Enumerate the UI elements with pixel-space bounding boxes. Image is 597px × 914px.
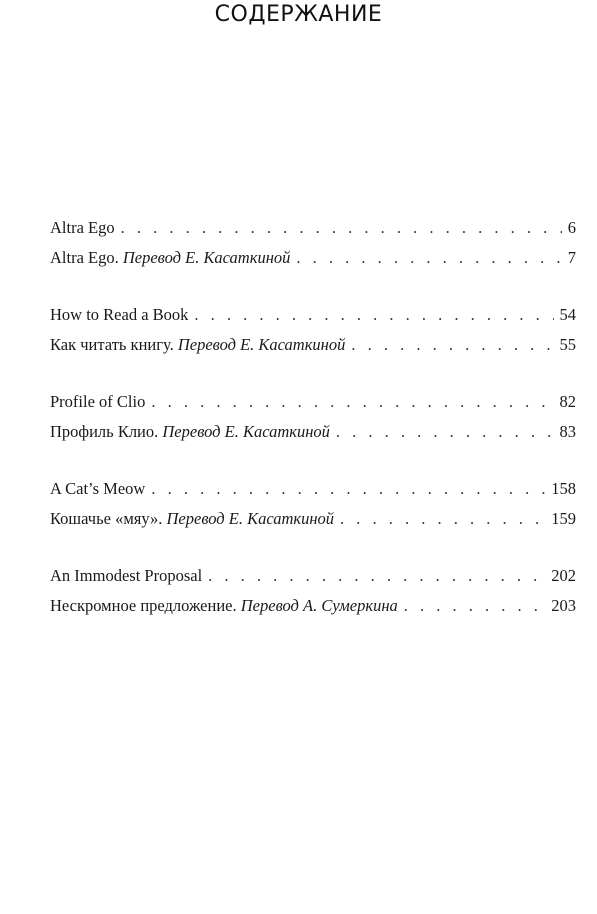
- toc-entry: [50, 474, 576, 504]
- toc-group: [50, 213, 576, 273]
- toc-group: [50, 474, 576, 534]
- toc-entry: [50, 330, 576, 360]
- toc-entry: [50, 387, 576, 417]
- entry-translator: Перевод Е. Касаткиной: [122, 248, 291, 267]
- dot-leader: [336, 417, 554, 447]
- entry-translator: Перевод Е. Касаткиной: [177, 335, 346, 354]
- toc-group: [50, 300, 576, 360]
- dot-leader: [351, 330, 553, 360]
- contents-heading: СОДЕРЖАНИЕ: [214, 2, 383, 27]
- toc-entry: [50, 213, 576, 243]
- entry-title: Кошачье «мяу». Перевод Е. Касаткиной: [50, 509, 335, 528]
- entry-title: Как читать книгу. Перевод Е. Касаткиной: [50, 335, 346, 354]
- entry-translator: Перевод А. Сумеркина: [240, 596, 398, 615]
- entry-title: Altra Ego: [50, 218, 115, 237]
- entry-translator: Перевод Е. Касаткиной: [166, 509, 335, 528]
- dot-leader: [194, 300, 553, 330]
- entry-page-number: 202: [551, 566, 576, 585]
- toc-entry: [50, 243, 576, 273]
- table-of-contents: [50, 213, 576, 648]
- dot-leader: [208, 561, 545, 591]
- dot-leader: [404, 591, 545, 621]
- entry-page-number: 158: [551, 479, 576, 498]
- entry-page-number: 82: [559, 392, 576, 411]
- toc-entry: [50, 561, 576, 591]
- dot-leader: [296, 243, 561, 273]
- entry-title: Нескромное предложение. Перевод А. Сумеркина: [50, 596, 398, 615]
- entry-page-number: 159: [551, 509, 576, 528]
- entry-title: Профиль Клио. Перевод Е. Касаткиной: [50, 422, 330, 441]
- toc-entry: [50, 300, 576, 330]
- entry-page-number: 83: [559, 422, 576, 441]
- entry-page-number: 55: [559, 335, 576, 354]
- dot-leader: [340, 504, 545, 534]
- entry-title: An Immodest Proposal: [50, 566, 203, 585]
- toc-group: [50, 387, 576, 447]
- entry-page-number: 6: [567, 218, 576, 237]
- toc-group: [50, 561, 576, 621]
- dot-leader: [121, 213, 562, 243]
- entry-translator: Перевод Е. Касаткиной: [162, 422, 330, 441]
- toc-entry: [50, 504, 576, 534]
- entry-page-number: 54: [559, 305, 576, 324]
- toc-entry: [50, 417, 576, 447]
- entry-title: Altra Ego. Перевод Е. Касаткиной: [50, 248, 291, 267]
- entry-title: Profile of Clio: [50, 392, 146, 411]
- entry-title: A Cat’s Meow: [50, 479, 146, 498]
- dot-leader: [151, 387, 553, 417]
- entry-title: How to Read a Book: [50, 305, 189, 324]
- dot-leader: [151, 474, 545, 504]
- toc-entry: [50, 591, 576, 621]
- entry-page-number: 7: [567, 248, 576, 267]
- entry-page-number: 203: [551, 596, 576, 615]
